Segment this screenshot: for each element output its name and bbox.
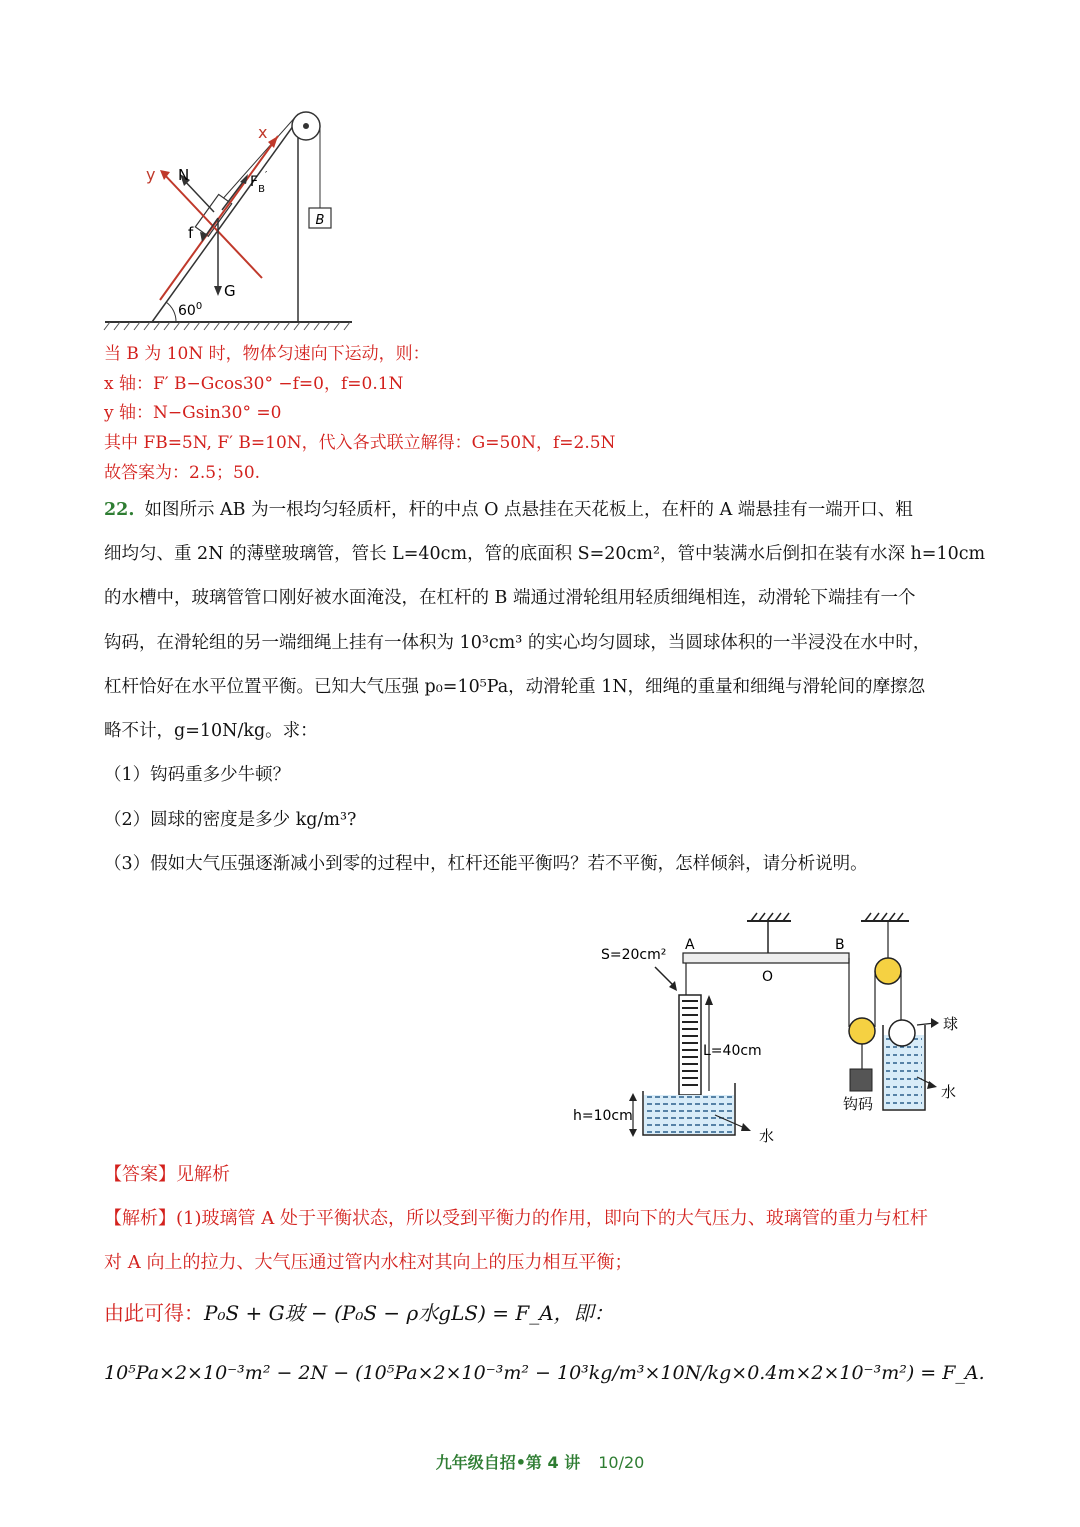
label-B: B	[315, 213, 325, 228]
label-A: A	[685, 937, 695, 953]
ball	[889, 1020, 915, 1046]
label-angle: $60^0$	[178, 301, 203, 319]
question-line-4: 钩码，在滑轮组的另一端细绳上挂有一体积为 10³cm³ 的实心均匀圆球，当圆球体积的一半浸没在水中时，	[104, 633, 931, 653]
y-axis	[162, 172, 262, 278]
label-L: L=40cm	[703, 1043, 762, 1059]
formula-1-line: 由此可得：P₀S + G玻 − (P₀S − ρ水gLS) = F_A，即：	[104, 1301, 614, 1325]
question-line-5: 杠杆恰好在水平位置平衡。已知大气压强 p₀=10⁵Pa，动滑轮重 1N，细绳的重量和细绳与滑轮间的摩擦忽	[104, 677, 926, 697]
movable-pulley	[849, 1018, 875, 1044]
answer-line-1: 【答案】见解析	[104, 1164, 230, 1185]
label-S: S=20cm²	[601, 947, 667, 963]
label-f: f	[188, 224, 194, 242]
question-line-6: 略不计，g=10N/kg。求：	[104, 721, 318, 741]
subquestion-2: （2）圆球的密度是多少 kg/m³?	[104, 810, 357, 830]
angle-arc	[166, 302, 176, 322]
label-x: x	[258, 123, 268, 142]
page-number: 10/20	[598, 1453, 645, 1472]
label-water-trough: 水	[759, 1127, 775, 1145]
lever-AB	[683, 953, 849, 963]
label-FB: $F_B'$	[250, 170, 268, 195]
prev-solution-line-2: x 轴：F′ B−Gcos30° −f=0，f=0.1N	[104, 374, 404, 394]
prev-solution-line-4: 其中 FB=5N, F′ B=10N，代入各式联立解得：G=50N，f=2.5N	[104, 433, 616, 453]
label-O: O	[762, 969, 774, 985]
question-line-3: 的水槽中，玻璃管管口刚好被水面淹没，在杠杆的 B 端通过滑轮组用轻质细绳相连，动滑轮下端挂有一个	[104, 588, 916, 608]
ground-hatch	[104, 322, 350, 330]
label-ball: 球	[943, 1015, 959, 1033]
prev-solution-line-5: 故答案为：2.5；50.	[104, 463, 261, 483]
label-N: N	[178, 166, 190, 184]
glass-tube	[679, 995, 701, 1095]
label-G: G	[224, 282, 236, 300]
FB-force-arrow	[222, 178, 246, 210]
question-line-2: 细均匀、重 2N 的薄壁玻璃管，管长 L=40cm，管的底面积 S=20cm²，管中装满水后倒扣在装有水深 h=10cm	[104, 544, 986, 564]
fixed-pulley	[875, 958, 901, 984]
footer-title: 九年级自招•第 4 讲	[435, 1453, 581, 1472]
hook-weight	[850, 1069, 872, 1091]
prev-solution-line-1: 当 B 为 10N 时，物体匀速向下运动，则：	[104, 344, 430, 364]
incline-force-diagram	[100, 100, 360, 335]
label-weight: 钩码	[843, 1095, 874, 1113]
label-B2: B	[835, 937, 845, 953]
answer-line-3: 对 A 向上的拉力、大气压通过管内水柱对其向上的压力相互平衡；	[104, 1252, 633, 1273]
question-number: 22.	[104, 500, 135, 520]
prev-solution-line-3: y 轴：N−Gsin30° =0	[104, 403, 282, 423]
question-line-1: 22. 如图所示 AB 为一根均匀轻质杆，杆的中点 O 点悬挂在天花板上，在杆的 A 端悬挂有一端开口、粗	[104, 500, 913, 520]
subquestion-3: （3）假如大气压强逐渐减小到零的过程中，杠杆还能平衡吗？若不平衡，怎样倾斜，请分析说明。	[104, 854, 868, 874]
label-water-container: 水	[941, 1083, 957, 1101]
subquestion-1: （1）钩码重多少牛顿？	[104, 765, 291, 785]
page-footer	[0, 1450, 1080, 1473]
formula-2-line: 10⁵Pa×2×10⁻³m² − 2N − (10⁵Pa×2×10⁻³m² − 10³kg/m³×10N/kg×0.4m×2×10⁻³m²) = F_A.	[104, 1362, 985, 1384]
label-y: y	[146, 165, 156, 184]
lever-pulley-diagram	[565, 905, 985, 1150]
block-on-incline	[195, 194, 231, 236]
answer-line-2: 【解析】(1)玻璃管 A 处于平衡状态，所以受到平衡力的作用，即向下的大气压力、玻璃管的重力与杠杆	[104, 1208, 928, 1229]
label-h: h=10cm	[573, 1108, 633, 1124]
